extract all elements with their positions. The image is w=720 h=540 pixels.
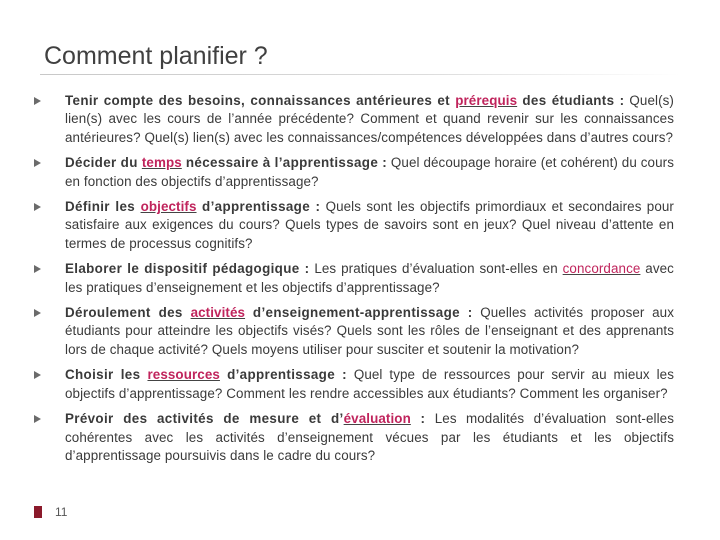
list-item bbox=[34, 92, 674, 147]
item-body: Les modalités d’évaluation sont-elles cohérentes avec les activités d’enseignement vécues par les étudiants et les objectifs d’apprentissage poursuivis dans le cadre du cours? bbox=[65, 411, 674, 463]
item-lead: Tenir compte des besoins, connaissances antérieures et bbox=[65, 93, 456, 108]
item-keyword: concordance bbox=[562, 261, 641, 277]
arrow-bullet-icon bbox=[34, 309, 41, 317]
item-lead: Définir les bbox=[65, 199, 141, 215]
bullet-list bbox=[34, 92, 674, 472]
item-keyword: temps bbox=[141, 155, 182, 171]
item-lead-end: nécessaire à l’apprentissage : bbox=[181, 155, 388, 171]
title-divider bbox=[40, 74, 680, 75]
item-body: Les pratiques d’évaluation sont-elles en bbox=[309, 261, 563, 277]
list-item bbox=[34, 304, 674, 359]
list-item bbox=[34, 198, 674, 253]
item-keyword: objectifs bbox=[140, 199, 197, 215]
item-lead: Elaborer le dispositif pédagogique : bbox=[65, 261, 310, 277]
item-body: Quel(s) lien(s) avec les cours de l’année précédente? Comment et quand revenir sur les connaissances antérieures? Quel(s) lien(s) avec les connaissances/compétences développées dans d’autres cours? bbox=[65, 93, 674, 145]
list-item bbox=[34, 154, 674, 191]
arrow-bullet-icon bbox=[34, 415, 41, 423]
item-lead: Choisir les bbox=[65, 367, 148, 383]
item-body: Quels sont les objectifs primordiaux et secondaires pour satisfaire aux exigences du cours? Quels types de savoirs sont en jeux? Quel niveau d’attente en termes de processus cognitifs? bbox=[65, 199, 674, 251]
item-keyword: ressources bbox=[147, 367, 220, 383]
footer-accent-bar bbox=[34, 506, 42, 518]
item-keyword: évaluation bbox=[343, 411, 411, 427]
item-keyword: prérequis bbox=[455, 93, 518, 108]
page-number: 11 bbox=[55, 505, 68, 519]
item-lead: Prévoir des activités de mesure et d’ bbox=[65, 411, 344, 427]
item-body: Quel type de ressources pour servir au mieux les objectifs d’apprentissage? Comment les rendre accessibles aux étudiants? Comment les organiser? bbox=[65, 367, 674, 401]
item-keyword: activités bbox=[190, 305, 246, 321]
arrow-bullet-icon bbox=[34, 159, 41, 167]
list-item bbox=[34, 410, 674, 465]
arrow-bullet-icon bbox=[34, 203, 41, 211]
arrow-bullet-icon bbox=[34, 97, 41, 105]
item-lead: Décider du bbox=[65, 155, 142, 171]
arrow-bullet-icon bbox=[34, 371, 41, 379]
item-lead-end: d’enseignement-apprentissage : bbox=[245, 305, 473, 321]
item-body: Quel découpage horaire (et cohérent) du cours en fonction des objectifs d’apprentissage? bbox=[65, 155, 674, 189]
item-lead-end: : bbox=[410, 411, 426, 427]
page-title: Comment planifier ? bbox=[44, 42, 268, 70]
item-body: Quelles activités proposer aux étudiants pour atteindre les objectifs visés? Quels sont les rôles de l’enseignant et des apprenants lors de chaque activité? Quels moyens utiliser pour susciter et soutenir la motivation? bbox=[65, 305, 674, 357]
item-lead-end: d’apprentissage : bbox=[196, 199, 321, 215]
list-item bbox=[34, 260, 674, 297]
item-body-end: avec les pratiques d’enseignement et les objectifs d’apprentissage? bbox=[65, 261, 674, 295]
item-lead: Déroulement des bbox=[65, 305, 191, 321]
item-lead-end: des étudiants : bbox=[517, 93, 625, 108]
item-lead-end: d’apprentissage : bbox=[219, 367, 347, 383]
list-item bbox=[34, 366, 674, 403]
arrow-bullet-icon bbox=[34, 265, 41, 273]
